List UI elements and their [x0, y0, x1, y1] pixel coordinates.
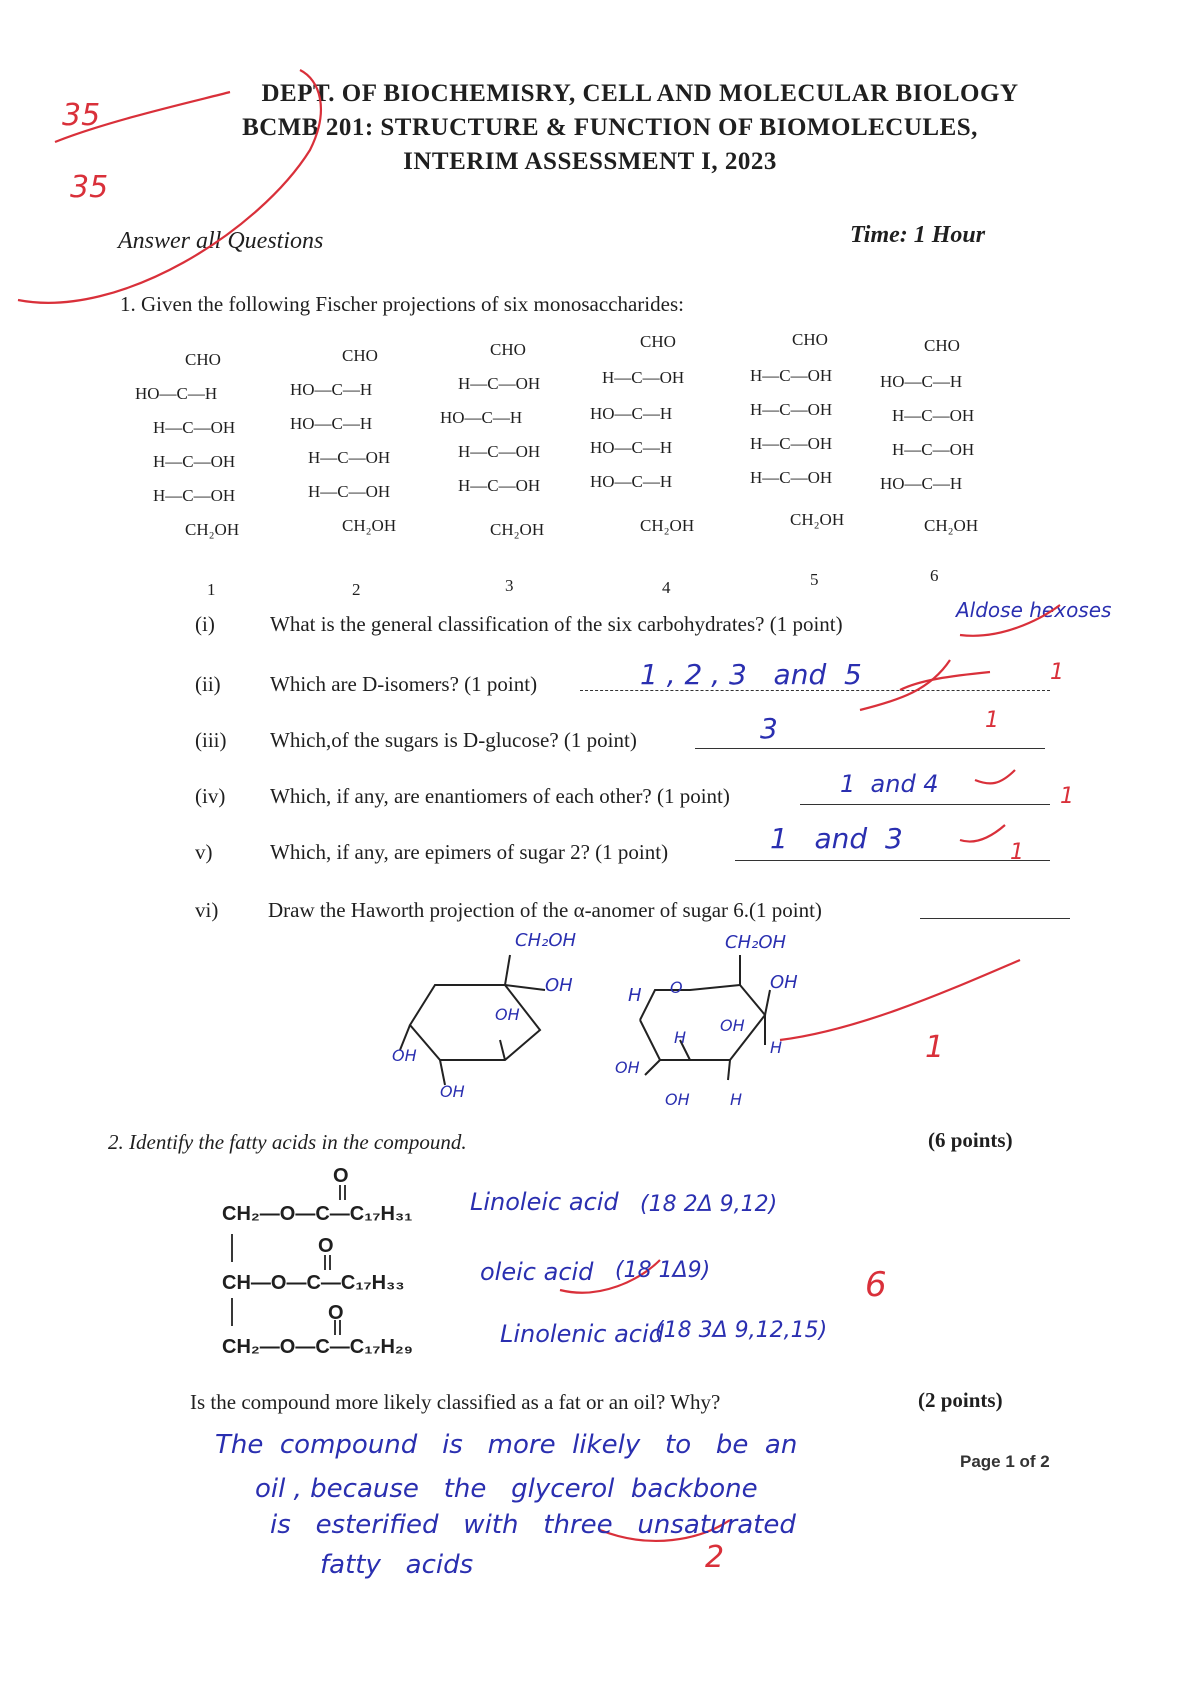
fischer-top: CHO: [185, 350, 221, 369]
instructions: Answer all Questions: [118, 228, 324, 254]
haworth-label: OH: [665, 1090, 690, 1109]
fischer-row: H—C—OH: [458, 374, 541, 393]
fischer-row: H—C—OH: [602, 368, 685, 387]
fischer-row: H—C—OH: [153, 486, 236, 505]
q2b-question: Is the compound more likely classified as a fat or an oil? Why?: [190, 1390, 721, 1414]
answer-d-isomers: 1 , 2 , 3 and 5: [640, 658, 862, 691]
essay-answer-line: fatty acids: [320, 1550, 474, 1580]
fischer-row: H—C—OH: [750, 468, 833, 487]
fischer-row: HO—C—H: [290, 380, 373, 399]
q2-points: (6 points): [928, 1128, 1013, 1152]
haworth-right: [640, 955, 770, 1080]
subq-text: What is the general classification of the six carbohydrates? (1 point): [270, 612, 843, 636]
q2b-points: (2 points): [918, 1388, 1003, 1412]
haworth-label: OH: [392, 1046, 417, 1065]
sugar-number: 1: [207, 580, 216, 599]
haworth-label: O: [670, 978, 683, 997]
fischer-top: CHO: [490, 340, 526, 359]
score-top: 35: [62, 98, 101, 133]
fischer-bottom: CH₂OH: [490, 520, 545, 539]
notation-fatty-acid-2: (18 1Δ9): [615, 1258, 711, 1283]
fischer-row: HO—C—H: [880, 474, 963, 493]
subq-text: Which,of the sugars is D-glucose? (1 point): [270, 728, 637, 752]
haworth-label: OH: [440, 1082, 465, 1101]
haworth-left: [400, 955, 545, 1085]
subq-number: (iv): [195, 784, 226, 808]
haworth-label: OH: [720, 1016, 745, 1035]
subq-number: (iii): [195, 728, 227, 752]
fischer-row: H—C—OH: [750, 434, 833, 453]
essay-answer-line: is esterified with three unsaturated: [270, 1510, 796, 1540]
mark-tick: 1: [1060, 784, 1074, 809]
score-bottom: 35: [70, 170, 109, 205]
fischer-row: H—C—OH: [892, 406, 975, 425]
fischer-top: CHO: [342, 346, 378, 365]
notation-fatty-acid-3: (18 3Δ 9,12,15): [655, 1318, 828, 1343]
fischer-row: H—C—OH: [458, 476, 541, 495]
sugar-number: 6: [930, 566, 939, 585]
q2-prompt: 2. Identify the fatty acids in the compound.: [108, 1130, 467, 1154]
fischer-row: H—C—OH: [308, 482, 391, 501]
answer-d-glucose: 3: [760, 712, 778, 745]
fischer-row: HO—C—H: [590, 404, 673, 423]
mark-tick: 1: [925, 1030, 945, 1065]
haworth-label: H: [730, 1090, 743, 1109]
fischer-row: H—C—OH: [308, 448, 391, 467]
haworth-label: OH: [615, 1058, 640, 1077]
time-limit: Time: 1 Hour: [850, 222, 986, 248]
fischer-top: CHO: [792, 330, 828, 349]
answer-fatty-acid-2: oleic acid: [480, 1258, 594, 1286]
fischer-bottom: CH₂OH: [790, 510, 845, 529]
subq-text: Draw the Haworth projection of the α-anomer of sugar 6.(1 point): [268, 898, 822, 922]
fischer-top: CHO: [924, 336, 960, 355]
haworth-label: H: [674, 1028, 687, 1047]
fischer-bottom: CH₂OH: [185, 520, 240, 539]
subq-number: vi): [195, 898, 219, 922]
mark-tick: 1: [985, 708, 999, 733]
fischer-row: H—C—OH: [750, 366, 833, 385]
assessment-title: INTERIM ASSESSMENT I, 2023: [403, 148, 777, 175]
mark-tick: 1: [1010, 840, 1024, 865]
ester-row-1: CH₂—O—C—C₁₇H₃₁: [222, 1203, 413, 1225]
notation-fatty-acid-1: (18 2Δ 9,12): [640, 1192, 778, 1217]
subq-text: Which, if any, are epimers of sugar 2? (1 point): [270, 840, 669, 864]
fischer-row: HO—C—H: [440, 408, 523, 427]
sugar-number: 5: [810, 570, 819, 589]
ester-row-3: CH₂—O—C—C₁₇H₂₉: [222, 1336, 413, 1358]
haworth-label: OH: [495, 1005, 520, 1024]
haworth-label: H: [628, 985, 642, 1006]
fischer-bottom: CH₂OH: [342, 516, 397, 535]
fischer-row: HO—C—H: [880, 372, 963, 391]
haworth-label: OH: [545, 975, 573, 996]
subq-number: v): [195, 840, 213, 864]
fischer-row: H—C—OH: [750, 400, 833, 419]
fischer-row: H—C—OH: [153, 452, 236, 471]
haworth-label: CH₂OH: [515, 930, 577, 951]
fischer-row: H—C—OH: [458, 442, 541, 461]
subq-text: Which are D-isomers? (1 point): [270, 672, 538, 696]
dept-title: DEPT. OF BIOCHEMISRY, CELL AND MOLECULAR BIOLOGY: [261, 80, 1019, 107]
fischer-row: H—C—OH: [892, 440, 975, 459]
carbonyl-oxygen: O: [318, 1235, 334, 1257]
answer-fatty-acid-1: Linoleic acid: [470, 1188, 619, 1216]
sugar-number: 3: [505, 576, 514, 595]
q1-prompt: 1. Given the following Fischer projections of six monosaccharides:: [120, 292, 684, 316]
subq-text: Which, if any, are enantiomers of each other? (1 point): [270, 784, 730, 808]
fischer-row: HO—C—H: [590, 472, 673, 491]
q2-mark: 6: [865, 1265, 887, 1305]
answer-enantiomers: 1 and 4: [840, 770, 939, 798]
subq-number: (ii): [195, 672, 221, 696]
subq-number: (i): [195, 612, 215, 636]
fischer-row: H—C—OH: [153, 418, 236, 437]
mark-tick: 1: [1050, 660, 1064, 685]
answer-classification: Aldose hexoses: [956, 598, 1112, 622]
fischer-row: HO—C—H: [290, 414, 373, 433]
fischer-row: HO—C—H: [590, 438, 673, 457]
haworth-label: CH₂OH: [725, 932, 787, 953]
carbonyl-oxygen: O: [333, 1165, 349, 1187]
haworth-label: OH: [770, 972, 798, 993]
answer-fatty-acid-3: Linolenic acid: [500, 1320, 664, 1348]
fischer-top: CHO: [640, 332, 676, 351]
sugar-number: 4: [662, 578, 671, 597]
sugar-number: 2: [352, 580, 361, 599]
answer-epimers: 1 and 3: [770, 822, 903, 855]
essay-answer-line: oil , because the glycerol backbone: [255, 1474, 758, 1504]
ester-row-2: CH—O—C—C₁₇H₃₃: [222, 1272, 405, 1294]
q2b-mark: 2: [705, 1540, 725, 1575]
essay-answer-line: The compound is more likely to be an: [215, 1430, 798, 1460]
course-title: BCMB 201: STRUCTURE & FUNCTION OF BIOMOLECULES,: [242, 114, 978, 141]
fischer-bottom: CH₂OH: [924, 516, 979, 535]
fischer-bottom: CH₂OH: [640, 516, 695, 535]
haworth-label: H: [770, 1038, 783, 1057]
carbonyl-oxygen: O: [328, 1302, 344, 1324]
page-number: Page 1 of 2: [960, 1452, 1050, 1471]
fischer-row: HO—C—H: [135, 384, 218, 403]
